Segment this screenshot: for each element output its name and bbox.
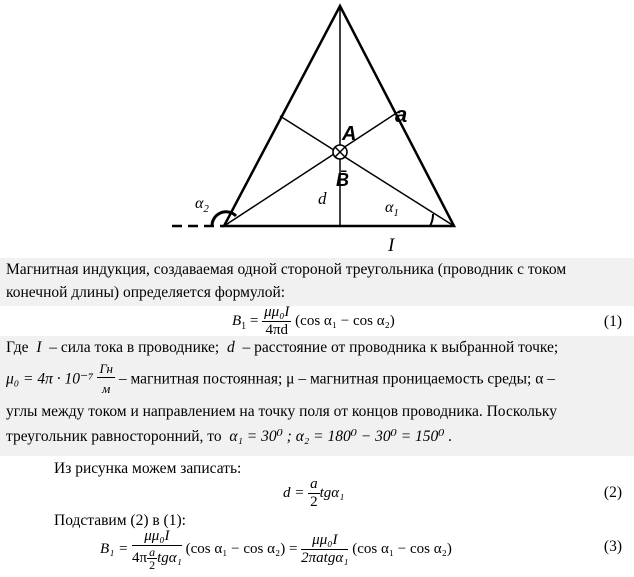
equation-2-number: (2) (603, 484, 622, 501)
paragraph-4: Подставим (2) в (1): (54, 512, 186, 529)
triangle-figure (0, 0, 634, 258)
equation-3-number: (3) (603, 538, 622, 555)
paragraph-2-line-1: Где I – сила тока в проводнике; d – расстояние от проводника к выбранной точке; (6, 339, 559, 356)
equation-2: d = $\frac{a}{2}$ tgα₁ (283, 476, 345, 510)
label-A: A (342, 123, 357, 145)
paragraph-3: Из рисунка можем записать: (54, 460, 242, 477)
alpha1-arc (430, 214, 433, 226)
paragraph-2-line-3: углы между током и направлением на точку поля от концов проводника. Поскольку (6, 403, 557, 420)
paragraph-1-line-2: конечной длины) определяется формулой: (6, 284, 286, 301)
equation-3: B₁ = μμ₀I 4π $\frac{a}{2}$ tgα₁ (cos α₁ − cos α₂) = $\frac{\text{μμ₀I}}{\text{2πatgα₁}} (\cos$ α₁ − cos α₂) (100, 528, 452, 572)
label-alpha1: $\alpha_1$ (385, 199, 399, 219)
median-right (224, 112, 398, 226)
label-a: a (395, 102, 408, 127)
label-I: I (388, 235, 395, 256)
paragraph-2-line-2: μ₀ = 4π · 10⁻⁷ $\frac{Гн}{м}$ – магнитная постоянная; μ – магнитная проницаемость среды; α – (6, 361, 555, 396)
equation-1: $B_1$ = $\frac{\text{μμ₀I}}{4\pi d}$ (cos α₁ − cos α₂) (232, 304, 395, 338)
equation-1-number: (1) (603, 313, 622, 330)
label-alpha2: $\alpha_2$ (195, 195, 209, 215)
label-B: B̄ (336, 170, 349, 190)
paragraph-1-line-1: Магнитная индукция, создаваемая одной стороной треугольника (проводник с током (6, 261, 567, 278)
label-d: d (318, 189, 327, 208)
triangle (224, 6, 454, 226)
paragraph-2-line-4: треугольник равносторонний, то α₁ = 30⁰ ; α₂ = 180⁰ − 30⁰ = 150⁰ . (6, 428, 453, 445)
